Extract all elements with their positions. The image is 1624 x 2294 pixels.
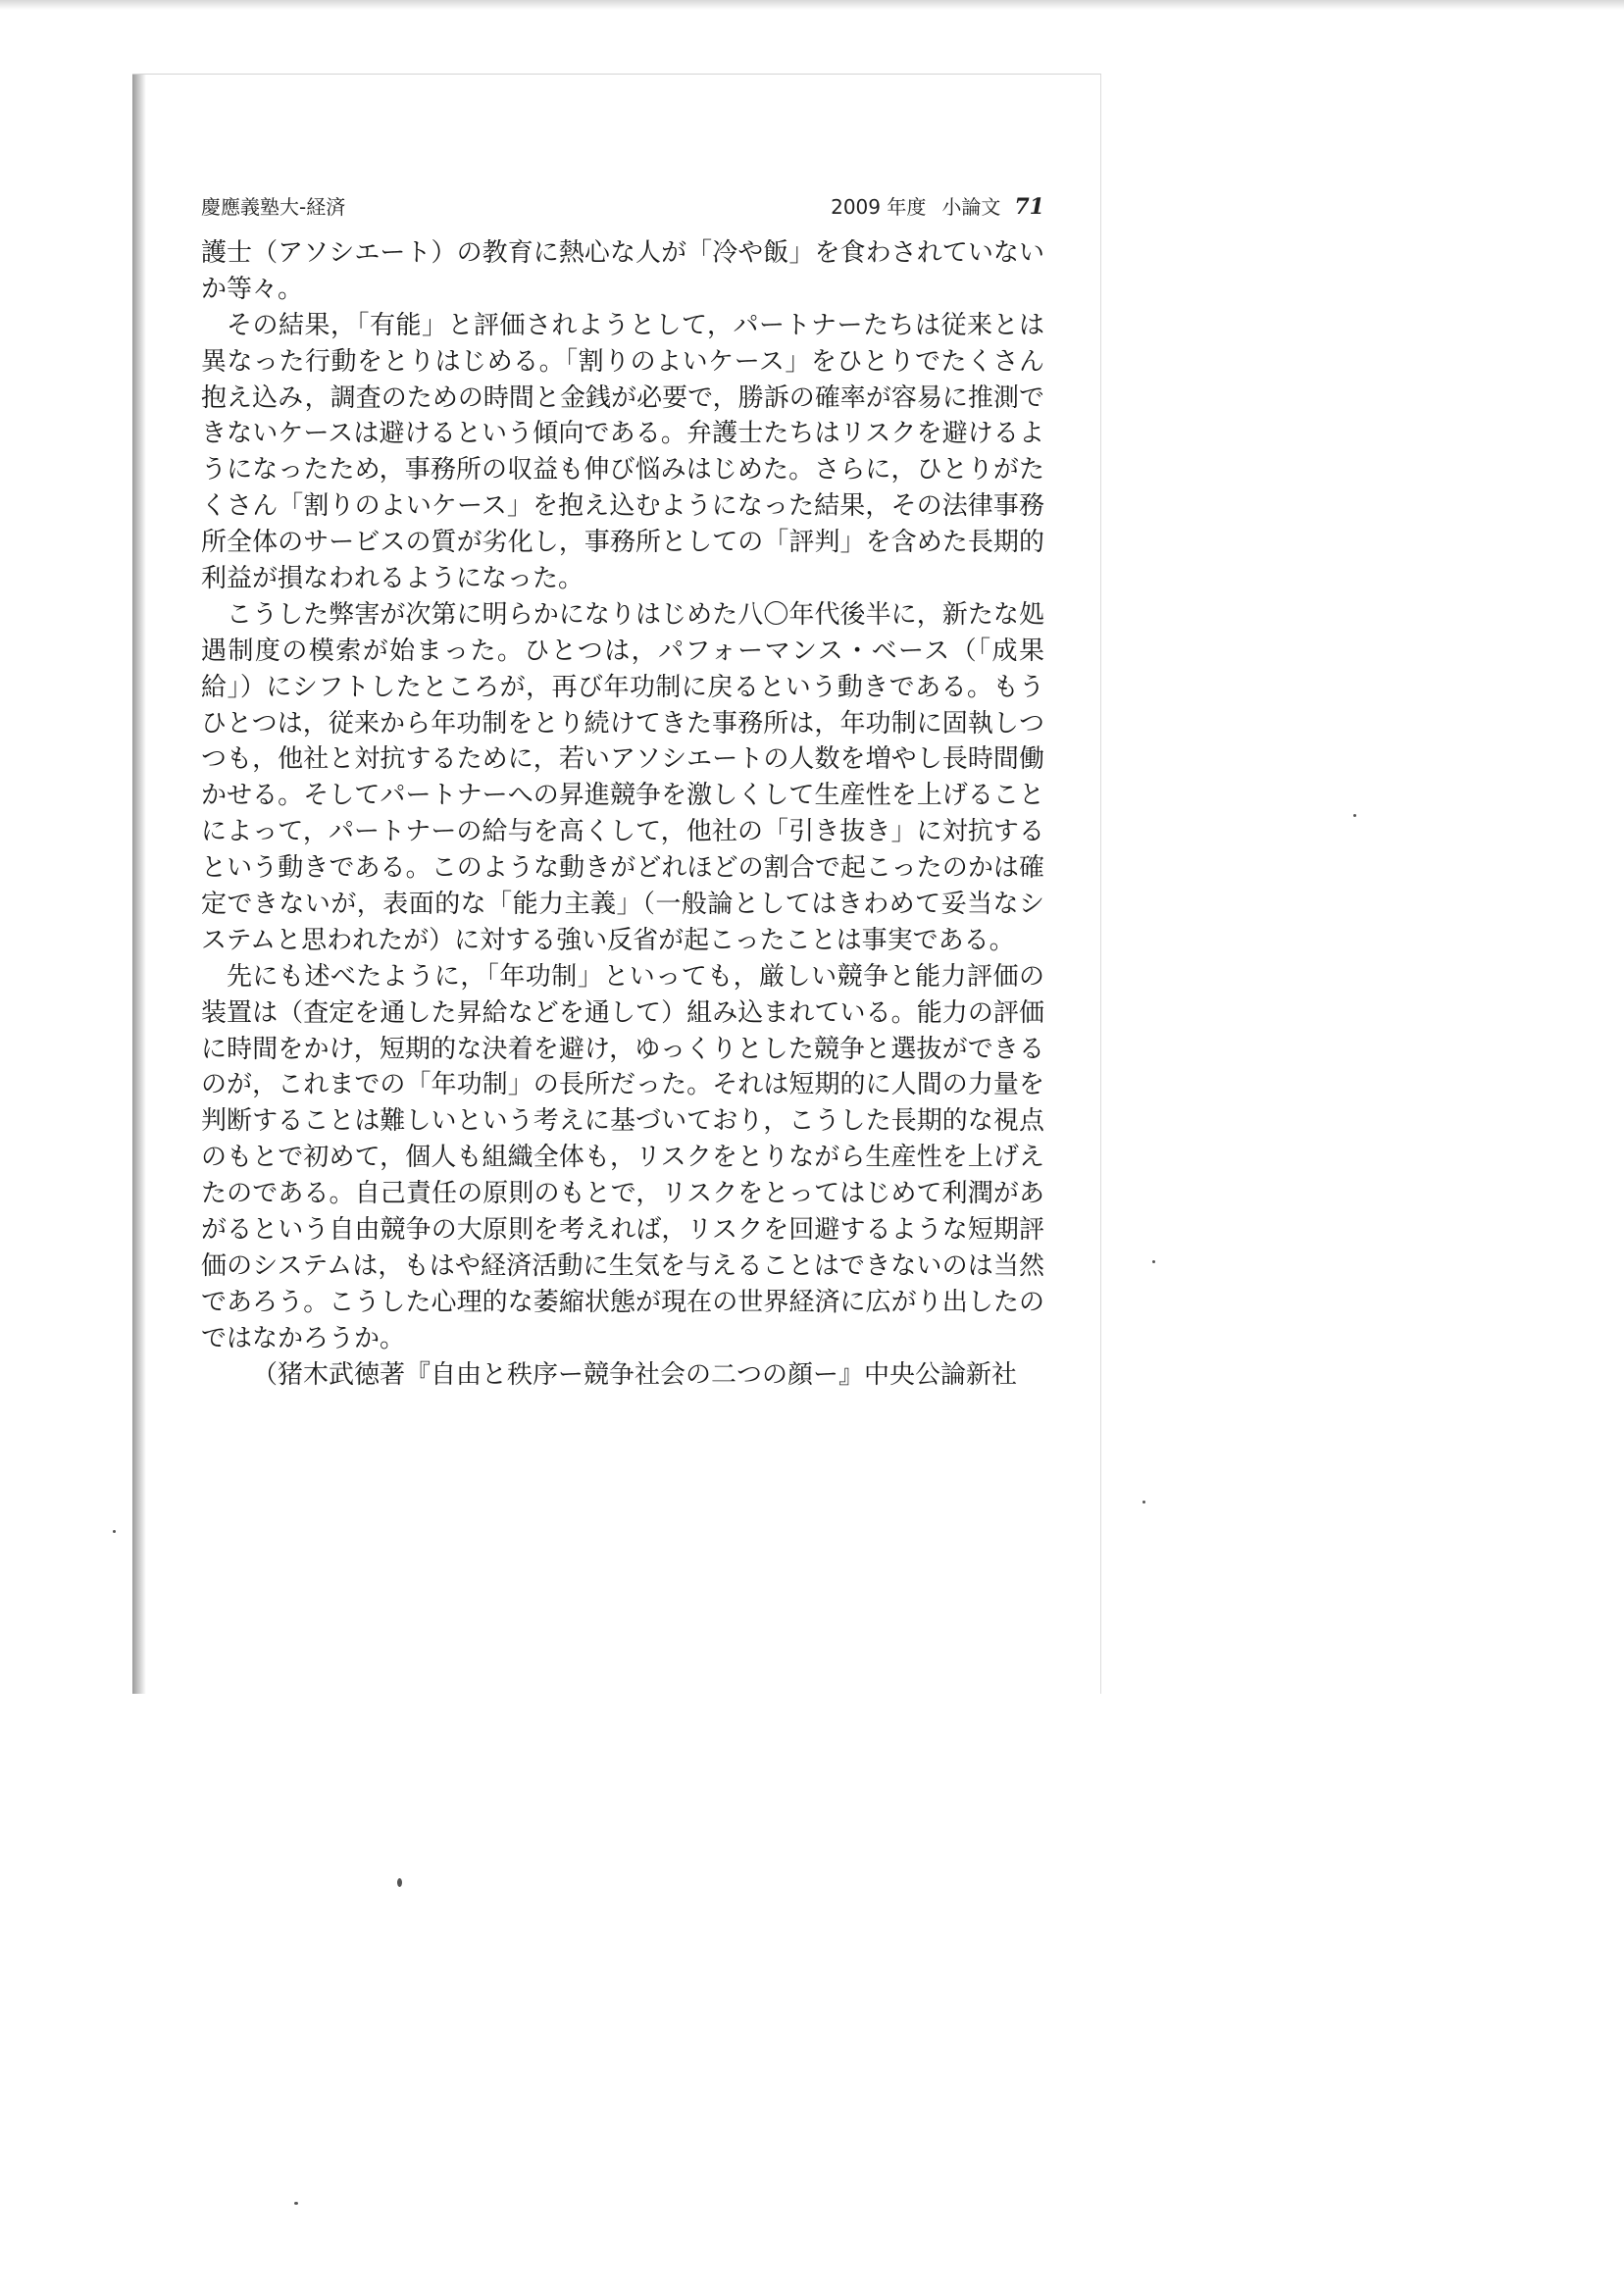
text-line: くさん「割りのよいケース」を抱え込むようになった結果，その法律事務: [201, 491, 1044, 522]
page-edge-shadow: [132, 75, 146, 1694]
text-line: 価のシステムは，もはや経済活動に生気を与えることはできないのは当然: [201, 1250, 1044, 1281]
text-line: であろう。こうした心理的な萎縮状態が現在の世界経済に広がり出したの: [201, 1287, 1044, 1317]
text-line: つも，他社と対抗するために，若いアソシエートの人数を増やし長時間働: [201, 744, 1044, 775]
text-line: 判断することは難しいという考えに基づいており，こうした長期的な視点: [201, 1106, 1044, 1137]
text-line: こうした弊害が次第に明らかになりはじめた八〇年代後半に，新たな処: [227, 599, 1044, 630]
text-line: うになったため，事務所の収益も伸び悩みはじめた。さらに，ひとりがた: [201, 455, 1044, 485]
text-line: 定できないが，表面的な「能力主義」（一般論としてはきわめて妥当なシ: [201, 890, 1044, 920]
header-right-group: [831, 191, 1044, 220]
text-line: という動きである。このような動きがどれほどの割合で起こったのかは確: [201, 853, 1044, 884]
scan-speck: [1142, 1501, 1145, 1504]
header-university: 慶應義塾大-経済: [201, 195, 346, 219]
text-line: に時間をかけ，短期的な決着を避け，ゆっくりとした競争と選抜ができる: [201, 1034, 1044, 1064]
scan-speck: [397, 1878, 402, 1887]
text-line: 給」）にシフトしたところが，再び年功制に戻るという動きである。もう: [201, 672, 1044, 702]
page-header: [201, 191, 1044, 230]
text-line: 遇制度の模索が始まった。ひとつは，パフォーマンス・ベース（「成果: [201, 636, 1044, 666]
text-line: によって，パートナーの給与を高くして，他社の「引き抜き」に対抗する: [201, 817, 1044, 847]
header-subject: 小論文: [941, 195, 1001, 219]
scan-speck: [113, 1530, 116, 1533]
text-line: のもとで初めて，個人も組織全体も，リスクをとりながら生産性を上げえ: [201, 1143, 1044, 1173]
text-line: その結果，「有能」と評価されようとして，パートナーたちは従来とは: [227, 310, 1044, 340]
text-line: か等々。: [201, 274, 304, 304]
page-number: 71: [1014, 194, 1044, 220]
text-line: のが，これまでの「年功制」の長所だった。それは短期的に人間の力量を: [201, 1070, 1044, 1100]
header-year: 2009 年度: [831, 195, 927, 219]
text-line: 装置は（査定を通した昇給などを通して）組み込まれている。能力の評価: [201, 997, 1044, 1028]
text-line: ひとつは，従来から年功制をとり続けてきた事務所は，年功制に固執しつ: [201, 708, 1044, 739]
text-line: かせる。そしてパートナーへの昇進競争を激しくして生産性を上げること: [201, 781, 1044, 811]
scan-speck: [1353, 814, 1356, 817]
scanner-edge: [0, 0, 1624, 10]
text-line: ではなかろうか。: [201, 1323, 406, 1353]
text-line: 先にも述べたように，「年功制」といっても，厳しい競争と能力評価の: [227, 961, 1044, 992]
text-line: 異なった行動をとりはじめる。「割りのよいケース」をひとりでたくさん: [201, 346, 1044, 377]
text-line: 所全体のサービスの質が劣化し，事務所としての「評判」を含めた長期的: [201, 528, 1044, 558]
source-citation: （猪木武徳著『自由と秩序ー競争社会の二つの顔ー』中央公論新社: [252, 1359, 1018, 1390]
text-line: きないケースは避けるという傾向である。弁護士たちはリスクを避けるよ: [201, 419, 1044, 449]
text-line: 抱え込み，調査のための時間と金銭が必要で，勝訴の確率が容易に推測で: [201, 382, 1044, 413]
text-line: ステムと思われたが）に対する強い反省が起こったことは事実である。: [201, 925, 1015, 955]
essay-body: [201, 235, 1044, 1394]
text-line: 護士（アソシエート）の教育に熱心な人が「冷や飯」を食わされていない: [201, 238, 1044, 268]
text-line: がるという自由競争の大原則を考えれば，リスクを回避するような短期評: [201, 1215, 1044, 1246]
text-line: たのである。自己責任の原則のもとで，リスクをとってはじめて利潤があ: [201, 1179, 1044, 1209]
scan-speck: [294, 2202, 298, 2205]
text-line: 利益が損なわれるようになった。: [201, 564, 584, 594]
scan-speck: [1152, 1260, 1155, 1263]
